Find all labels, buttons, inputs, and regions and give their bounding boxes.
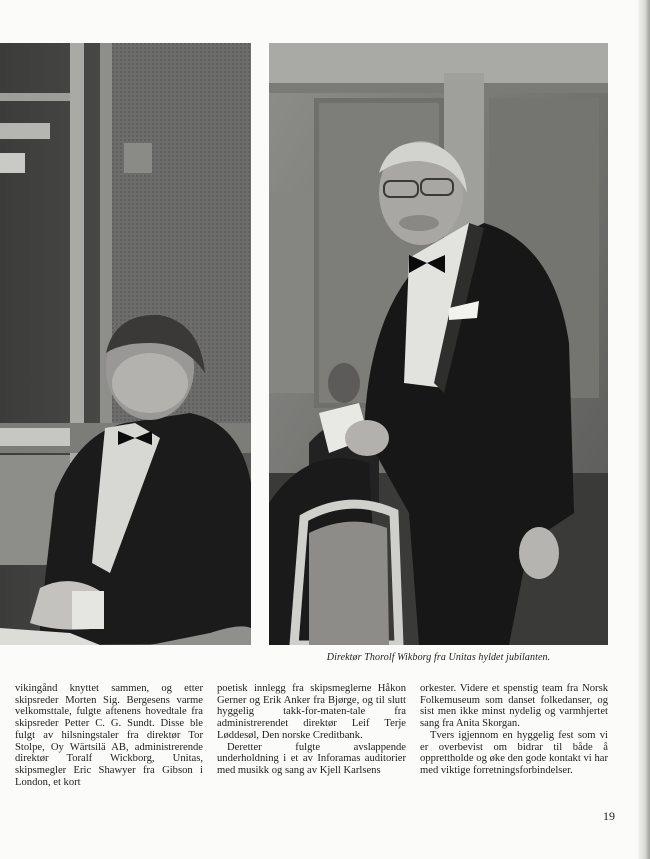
text-column-3 xyxy=(420,683,608,777)
standing-man-photo-icon xyxy=(269,43,608,645)
photo-right xyxy=(269,43,608,645)
photo-caption: Direktør Thorolf Wikborg fra Unitas hyldet jubilanten. xyxy=(326,652,551,663)
text-column-2 xyxy=(217,683,406,777)
paragraph: orkester. Videre et spenstig team fra Norsk Folkemuseum som danset folkedanser, og sist men ikke minst nydelig og varmhjertet sang fra Anita Skorgan. xyxy=(420,683,608,730)
paragraph: Tvers igjennom en hyggelig fest som vi er overbevist om bidrar til både å opprettholde og øke den gode kontakt vi har med viktige forretningsforbindelser. xyxy=(420,729,608,776)
page-number: 19 xyxy=(603,809,615,823)
text-column-1 xyxy=(15,683,203,788)
photo-left xyxy=(0,43,251,645)
seated-man-photo-icon xyxy=(0,43,251,645)
page-edge-shadow xyxy=(638,0,650,859)
paragraph: vikingånd knyttet sammen, og etter skipsreder Morten Sig. Bergesens varme velkomsttale, fulgte aftenens hovedtale fra skipsreder Petter C. G. Sundt. Disse ble fulgt av hilsningstaler fra direktør Tor Stolpe, Oy Wärtsilä AB, administrerende direktør Toralf Wickborg, Unitas, skipsmegler Eric Shawyer fra Gibson i London, et kort xyxy=(15,683,203,788)
paragraph: poetisk innlegg fra skipsmeglerne Håkon Gerner og Erik Anker fra Bjørge, og til slutt hyggelig takk-for-maten-tale fra administrerendet direktør Leif Terje Løddesøl, Den norske Creditbank. xyxy=(217,683,406,741)
paragraph: Deretter fulgte avslappende underholdning i et av Inforamas auditorier med musikk og sang av Kjell Karlsens xyxy=(217,741,406,776)
